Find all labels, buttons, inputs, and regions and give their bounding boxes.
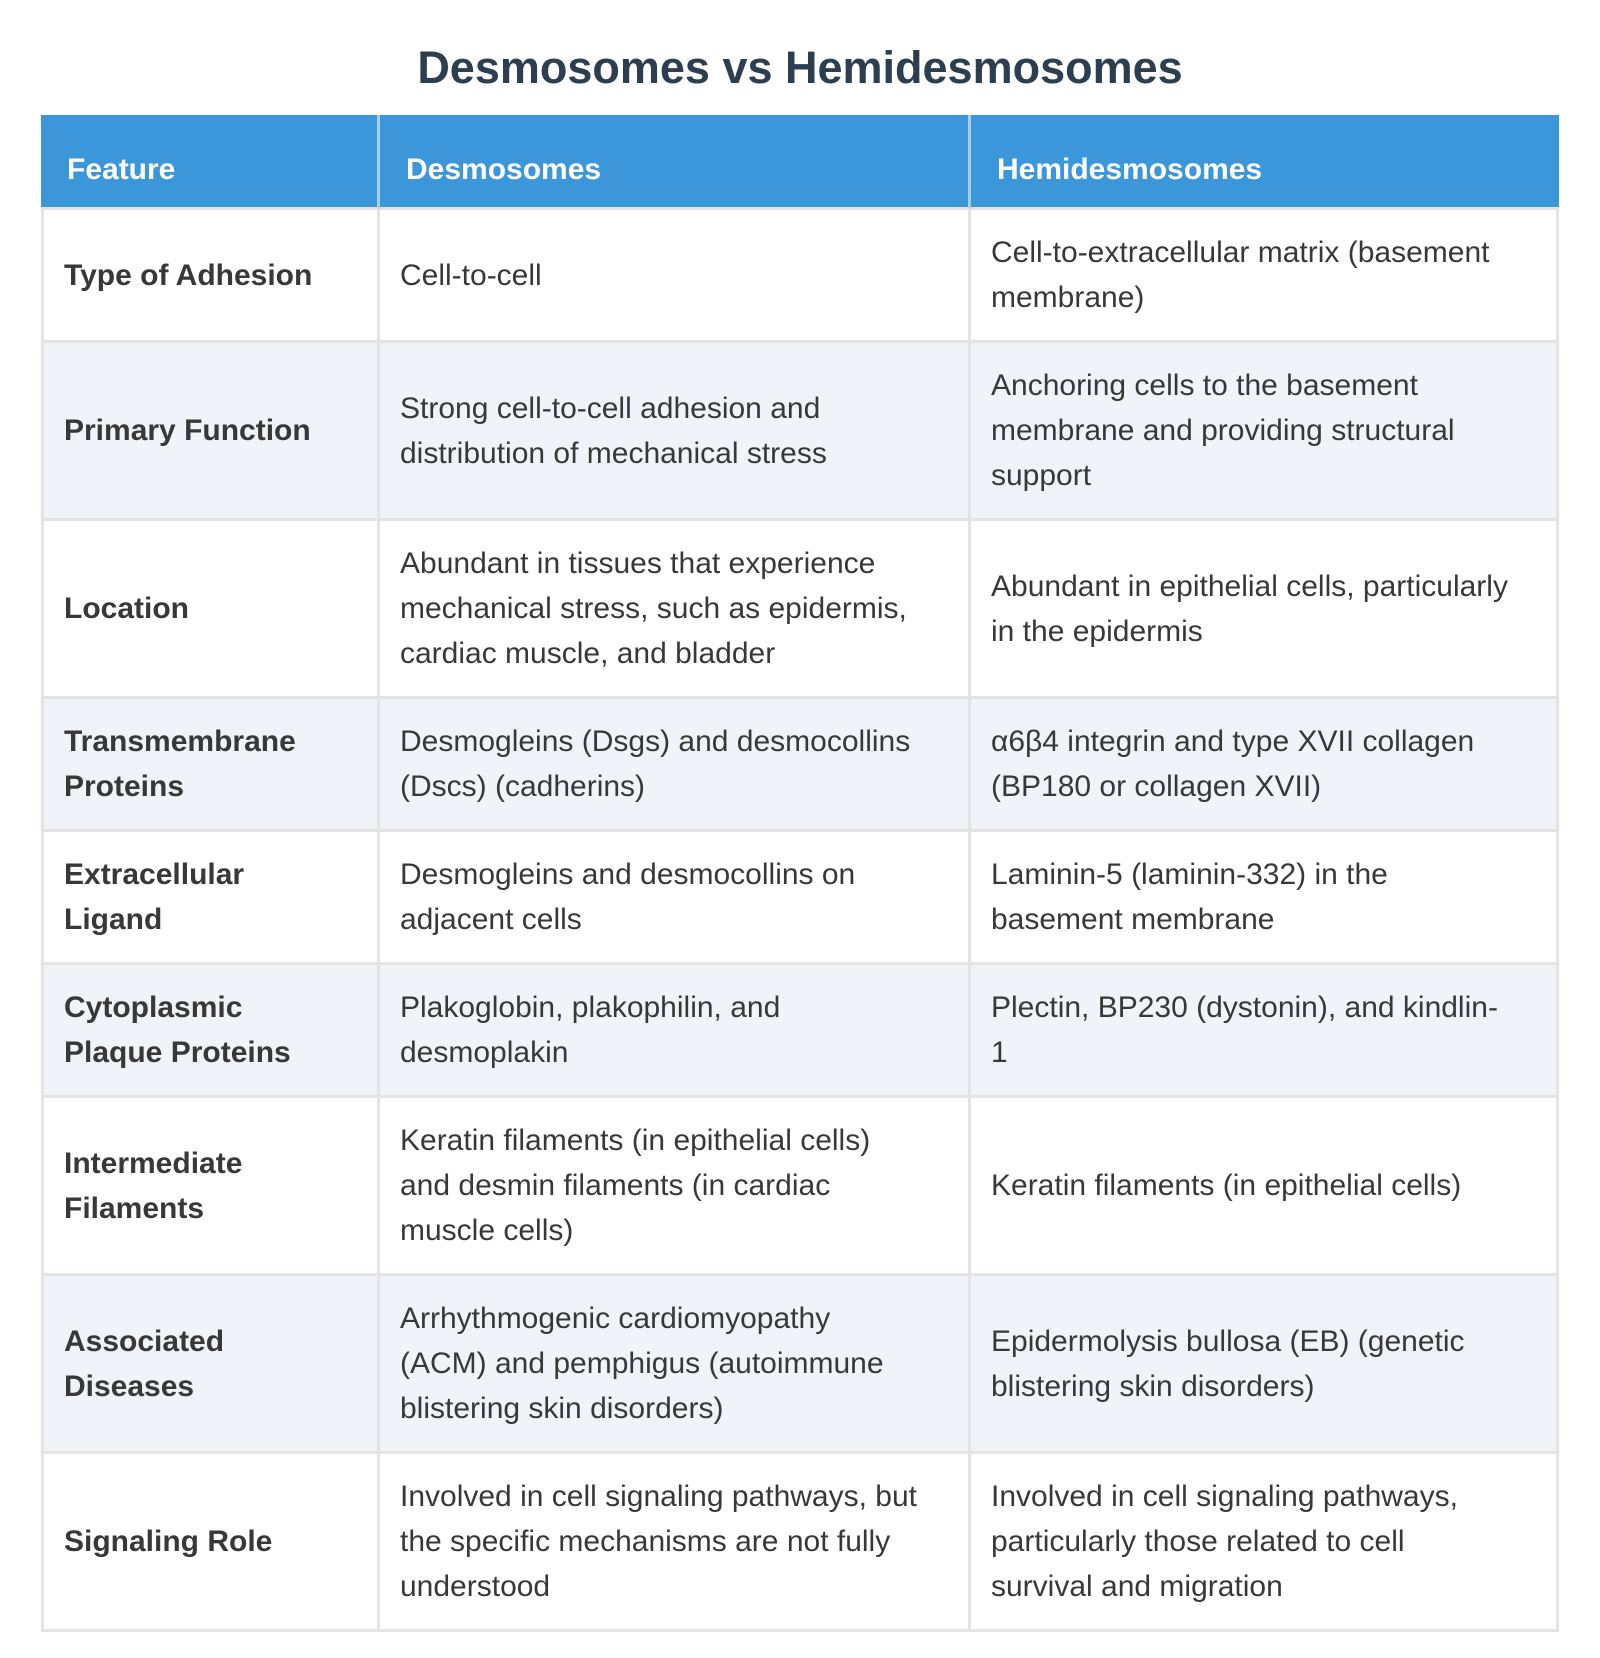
cell-desmosomes: Arrhythmogenic cardiomyopathy (ACM) and pemphigus (autoimmune blistering skin disorders): [380, 1276, 971, 1454]
comparison-table: [41, 115, 1559, 1632]
cell-hemidesmosomes: Cell-to-extracellular matrix (basement membrane): [971, 210, 1559, 343]
table-row: [41, 832, 1559, 965]
cell-desmosomes: Plakoglobin, plakophilin, and desmoplakin: [380, 965, 971, 1098]
table-row: [41, 1098, 1559, 1276]
cell-desmosomes: Desmogleins (Dsgs) and desmocollins (Dscs) (cadherins): [380, 699, 971, 832]
cell-hemidesmosomes: Involved in cell signaling pathways, particularly those related to cell survival and migration: [971, 1454, 1559, 1632]
row-header-intermediate-filaments: Intermediate Filaments: [41, 1098, 380, 1276]
table-body: [41, 210, 1559, 1632]
table-row: [41, 699, 1559, 832]
cell-hemidesmosomes: Plectin, BP230 (dystonin), and kindlin-1: [971, 965, 1559, 1098]
row-header-type-of-adhesion: Type of Adhesion: [41, 210, 380, 343]
page-title: Desmosomes vs Hemidesmosomes: [417, 42, 1183, 93]
table-row: [41, 1276, 1559, 1454]
table-row: [41, 521, 1559, 699]
column-header-hemidesmosomes: Hemidesmosomes: [971, 115, 1559, 210]
row-header-signaling-role: Signaling Role: [41, 1454, 380, 1632]
table-header: [41, 115, 1559, 210]
row-header-primary-function: Primary Function: [41, 343, 380, 521]
cell-desmosomes: Keratin filaments (in epithelial cells) and desmin filaments (in cardiac muscle cells): [380, 1098, 971, 1276]
cell-hemidesmosomes: Abundant in epithelial cells, particularly in the epidermis: [971, 521, 1559, 699]
row-header-cytoplasmic-plaque-proteins: Cytoplasmic Plaque Proteins: [41, 965, 380, 1098]
cell-desmosomes: Abundant in tissues that experience mechanical stress, such as epidermis, cardiac muscle, and bladder: [380, 521, 971, 699]
cell-hemidesmosomes: α6β4 integrin and type XVII collagen (BP180 or collagen XVII): [971, 699, 1559, 832]
row-header-transmembrane-proteins: Transmembrane Proteins: [41, 699, 380, 832]
header-row: [41, 115, 1559, 210]
cell-hemidesmosomes: Keratin filaments (in epithelial cells): [971, 1098, 1559, 1276]
row-header-associated-diseases: Associated Diseases: [41, 1276, 380, 1454]
cell-desmosomes: Strong cell-to-cell adhesion and distribution of mechanical stress: [380, 343, 971, 521]
cell-hemidesmosomes: Laminin-5 (laminin-332) in the basement membrane: [971, 832, 1559, 965]
cell-hemidesmosomes: Anchoring cells to the basement membrane and providing structural support: [971, 343, 1559, 521]
column-header-feature: Feature: [41, 115, 380, 210]
cell-desmosomes: Desmogleins and desmocollins on adjacent cells: [380, 832, 971, 965]
table-row: [41, 210, 1559, 343]
cell-hemidesmosomes: Epidermolysis bullosa (EB) (genetic blistering skin disorders): [971, 1276, 1559, 1454]
table-row: [41, 343, 1559, 521]
table-row: [41, 1454, 1559, 1632]
row-header-location: Location: [41, 521, 380, 699]
row-header-extracellular-ligand: Extracellular Ligand: [41, 832, 380, 965]
cell-desmosomes: Involved in cell signaling pathways, but the specific mechanisms are not fully understood: [380, 1454, 971, 1632]
cell-desmosomes: Cell-to-cell: [380, 210, 971, 343]
column-header-desmosomes: Desmosomes: [380, 115, 971, 210]
table-row: [41, 965, 1559, 1098]
